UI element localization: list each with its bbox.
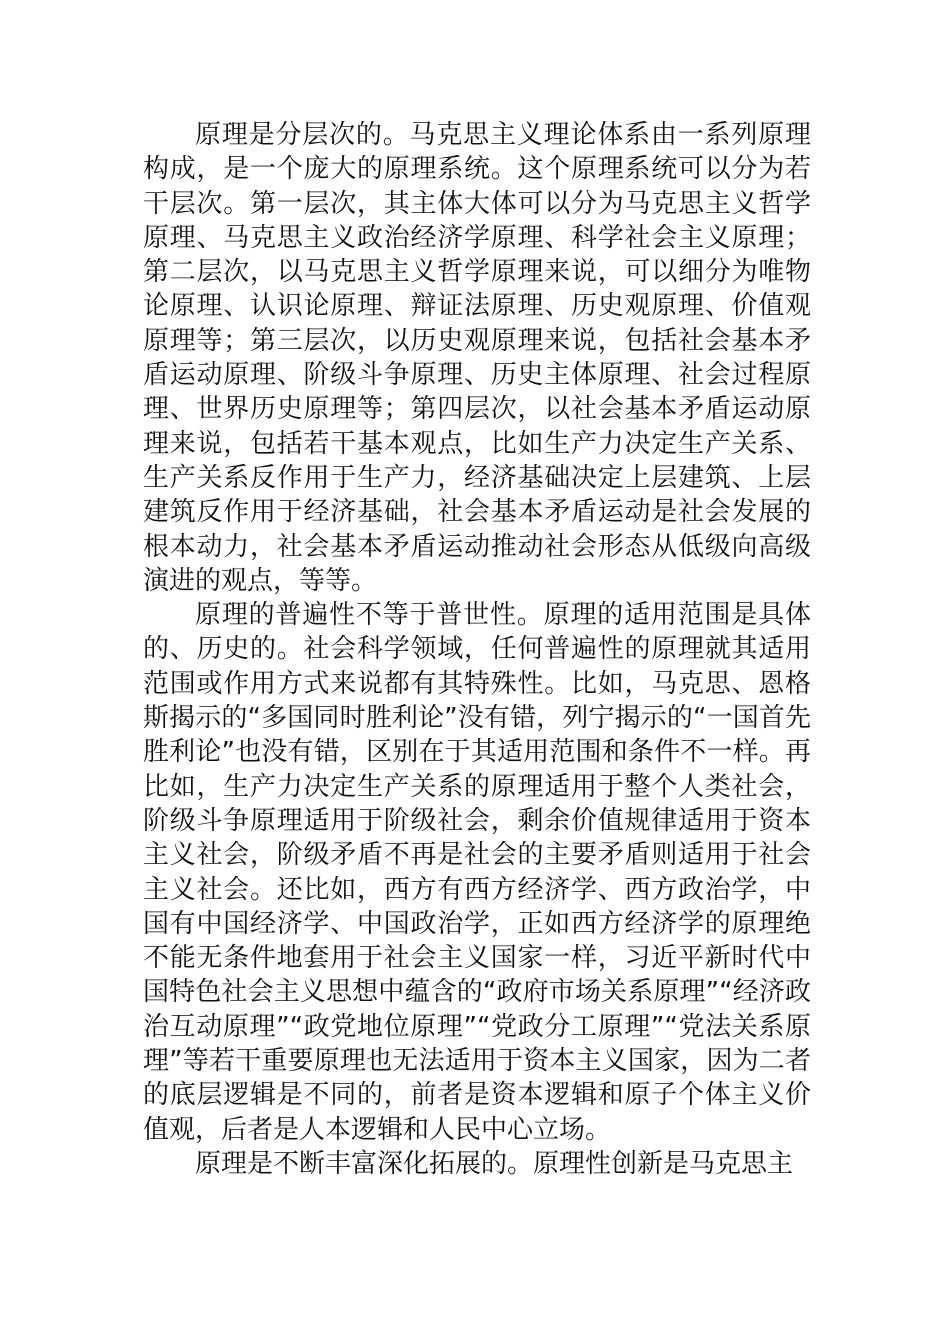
- document-body: [143, 118, 811, 1181]
- paragraph-universality: 原理的普遍性不等于普世性。原理的适用范围是具体的、历史的。社会科学领域，任何普遍性的原理就其适用范围或作用方式来说都有其特殊性。比如，马克思、恩格斯揭示的“多国同时胜利论”没有错，列宁揭示的“一国首先胜利论”也没有错，区别在于其适用范围和条件不一样。再比如，生产力决定生产关系的原理适用于整个人类社会，阶级斗争原理适用于阶级社会，剩余价值规律适用于资本主义社会，阶级矛盾不再是社会的主要矛盾则适用于社会主义社会。还比如，西方有西方经济学、西方政治学，中国有中国经济学、中国政治学，正如西方经济学的原理绝不能无条件地套用于社会主义国家一样，习近平新时代中国特色社会主义思想中蕴含的“政府市场关系原理”“经济政治互动原理”“政党地位原理”“党政分工原理”“党法关系原理”等若干重要原理也无法适用于资本主义国家，因为二者的底层逻辑是不同的，前者是资本逻辑和原子个体主义价值观，后者是人本逻辑和人民中心立场。: [143, 600, 811, 1145]
- paragraph-layered-principles: 原理是分层次的。马克思主义理论体系由一系列原理构成，是一个庞大的原理系统。这个原理系统可以分为若干层次。第一层次，其主体大体可以分为马克思主义哲学原理、马克思主义政治经济学原理、科学社会主义原理；第二层次，以马克思主义哲学原理来说，可以细分为唯物论原理、认识论原理、辩证法原理、历史观原理、价值观原理等；第三层次，以历史观原理来说，包括社会基本矛盾运动原理、阶级斗争原理、历史主体原理、社会过程原理、世界历史原理等；第四层次，以社会基本矛盾运动原理来说，包括若干基本观点，比如生产力决定生产关系、生产关系反作用于生产力，经济基础决定上层建筑、上层建筑反作用于经济基础，社会基本矛盾运动是社会发展的根本动力，社会基本矛盾运动推动社会形态从低级向高级演进的观点，等等。: [143, 120, 811, 596]
- paragraph-enrichment: 原理是不断丰富深化拓展的。原理性创新是马克思主: [195, 1148, 794, 1179]
